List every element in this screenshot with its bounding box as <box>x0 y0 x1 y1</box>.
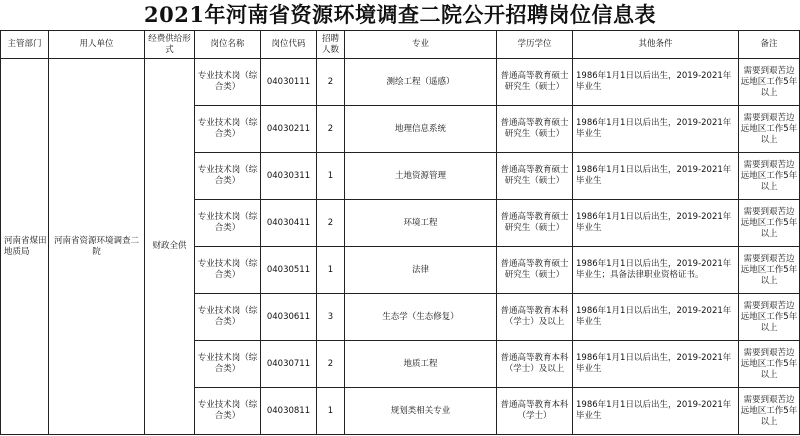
position-cell: 专业技术岗（综合类） <box>195 247 261 294</box>
note-cell: 需要到艰苦边远地区工作5年以上 <box>740 253 798 286</box>
code-cell: 04030811 <box>261 388 317 435</box>
degree-cell: 普通高等教育硕士研究生（硕士） <box>497 247 573 294</box>
conditions-cell: 1986年1月1日以后出生，2019-2021年毕业生 <box>573 59 739 106</box>
code-cell: 04030311 <box>261 153 317 200</box>
major-cell: 地质工程 <box>345 341 497 388</box>
header-dept: 主管部门 <box>1 31 49 59</box>
header-code: 岗位代码 <box>261 31 317 59</box>
header-position: 岗位名称 <box>195 31 261 59</box>
unit-cell: 河南省资源环境调查二院 <box>49 59 145 435</box>
job-table <box>0 30 800 435</box>
position-cell: 专业技术岗（综合类） <box>195 341 261 388</box>
position-cell: 专业技术岗（综合类） <box>195 59 261 106</box>
major-cell: 环境工程 <box>345 200 497 247</box>
header-row <box>1 31 800 59</box>
conditions-cell: 1986年1月1日以后出生，2019-2021年毕业生 <box>573 294 739 341</box>
major-cell: 法律 <box>345 247 497 294</box>
table-row <box>1 59 800 106</box>
header-conditions: 其他条件 <box>573 31 739 59</box>
count-cell: 1 <box>317 388 345 435</box>
conditions-cell: 1986年1月1日以后出生，2019-2021年毕业生；具备法律职业资格证书。 <box>573 247 739 294</box>
conditions-cell: 1986年1月1日以后出生，2019-2021年毕业生 <box>573 106 739 153</box>
major-cell: 土地资源管理 <box>345 153 497 200</box>
page-title: 2021年河南省资源环境调查二院公开招聘岗位信息表 <box>144 2 656 27</box>
degree-cell: 普通高等教育硕士研究生（硕士） <box>497 106 573 153</box>
note-cell: 需要到艰苦边远地区工作5年以上 <box>740 65 798 98</box>
count-cell: 2 <box>317 106 345 153</box>
degree-cell: 普通高等教育本科（学士）及以上 <box>497 341 573 388</box>
count-cell: 2 <box>317 200 345 247</box>
header-degree: 学历学位 <box>497 31 573 59</box>
position-cell: 专业技术岗（综合类） <box>195 294 261 341</box>
code-cell: 04030411 <box>261 200 317 247</box>
note-cell: 需要到艰苦边远地区工作5年以上 <box>740 112 798 145</box>
note-cell: 需要到艰苦边远地区工作5年以上 <box>740 300 798 333</box>
conditions-cell: 1986年1月1日以后出生，2019-2021年毕业生 <box>573 388 739 435</box>
funding-cell: 财政全供 <box>145 59 195 435</box>
header-unit: 用人单位 <box>49 31 145 59</box>
major-cell: 地理信息系统 <box>345 106 497 153</box>
position-cell: 专业技术岗（综合类） <box>195 153 261 200</box>
count-cell: 1 <box>317 153 345 200</box>
conditions-cell: 1986年1月1日以后出生，2019-2021年毕业生 <box>573 153 739 200</box>
position-cell: 专业技术岗（综合类） <box>195 106 261 153</box>
header-funding: 经费供给形式 <box>145 31 195 59</box>
conditions-cell: 1986年1月1日以后出生，2019-2021年毕业生 <box>573 341 739 388</box>
code-cell: 04030711 <box>261 341 317 388</box>
conditions-cell: 1986年1月1日以后出生，2019-2021年毕业生 <box>573 200 739 247</box>
note-cell: 需要到艰苦边远地区工作5年以上 <box>740 159 798 192</box>
count-cell: 2 <box>317 341 345 388</box>
count-cell: 2 <box>317 59 345 106</box>
major-cell: 测绘工程（遥感） <box>345 59 497 106</box>
major-cell: 规划类相关专业 <box>345 388 497 435</box>
note-cell: 需要到艰苦边远地区工作5年以上 <box>740 206 798 239</box>
major-cell: 生态学（生态修复） <box>345 294 497 341</box>
code-cell: 04030211 <box>261 106 317 153</box>
count-cell: 1 <box>317 247 345 294</box>
code-cell: 04030111 <box>261 59 317 106</box>
note-cell: 需要到艰苦边远地区工作5年以上 <box>740 347 798 380</box>
degree-cell: 普通高等教育本科（学士）及以上 <box>497 294 573 341</box>
position-cell: 专业技术岗（综合类） <box>195 388 261 435</box>
header-major: 专业 <box>345 31 497 59</box>
degree-cell: 普通高等教育硕士研究生（硕士） <box>497 200 573 247</box>
note-cell: 需要到艰苦边远地区工作5年以上 <box>740 394 798 427</box>
dept-cell: 河南省煤田地质局 <box>1 59 49 435</box>
degree-cell: 普通高等教育本科（学士） <box>497 388 573 435</box>
position-cell: 专业技术岗（综合类） <box>195 200 261 247</box>
header-note: 备注 <box>739 31 800 59</box>
count-cell: 3 <box>317 294 345 341</box>
code-cell: 04030511 <box>261 247 317 294</box>
code-cell: 04030611 <box>261 294 317 341</box>
header-count: 招聘人数 <box>317 31 345 59</box>
degree-cell: 普通高等教育硕士研究生（硕士） <box>497 153 573 200</box>
degree-cell: 普通高等教育硕士研究生（硕士） <box>497 59 573 106</box>
